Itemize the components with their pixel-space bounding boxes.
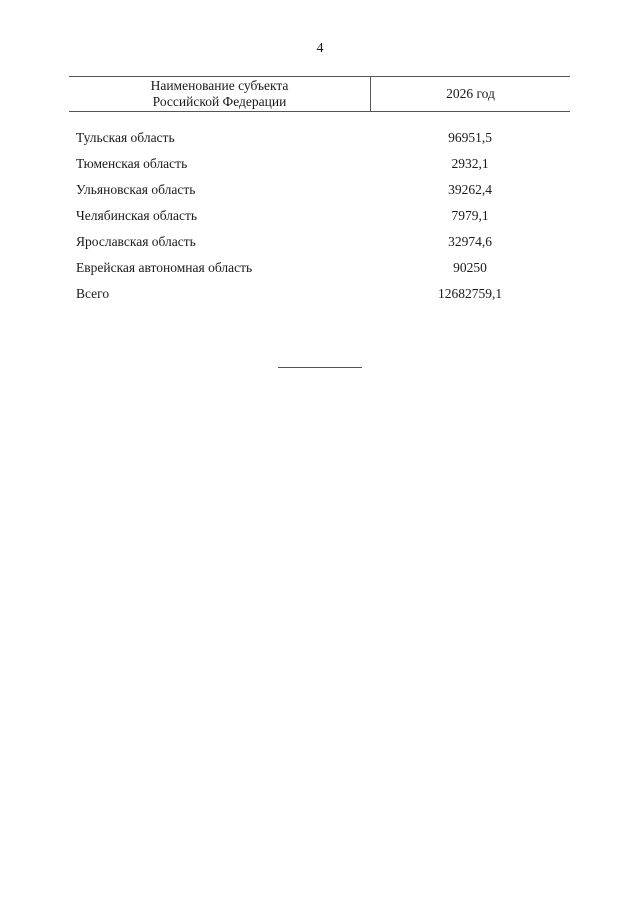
table-row xyxy=(76,259,570,285)
row-region-name: Тюменская область xyxy=(76,156,188,171)
row-value: 39262,4 xyxy=(448,182,492,197)
row-region-name: Еврейская автономная область xyxy=(76,260,253,275)
page-number: 4 xyxy=(316,41,324,56)
row-total-value: 12682759,1 xyxy=(437,286,503,301)
row-region-name: Челябинская область xyxy=(76,208,198,223)
row-region-name: Тульская область xyxy=(76,130,175,145)
row-total-label: Всего xyxy=(76,286,110,301)
row-value: 32974,6 xyxy=(448,234,492,249)
table-row xyxy=(76,129,570,155)
end-of-table-rule xyxy=(278,367,362,368)
row-value: 90250 xyxy=(453,260,487,275)
header-subject-name-line1: Наименование субъекта xyxy=(150,78,289,93)
table-body xyxy=(76,129,570,311)
table-header xyxy=(69,76,570,112)
header-subject-name xyxy=(69,77,371,111)
table-row xyxy=(76,233,570,259)
header-year: 2026 год xyxy=(446,86,495,101)
table-row xyxy=(76,155,570,181)
table-row xyxy=(76,181,570,207)
header-subject-name-line2: Российской Федерации xyxy=(152,94,287,109)
table-row-total xyxy=(76,285,570,311)
row-region-name: Ярославская область xyxy=(76,234,196,249)
row-value: 2932,1 xyxy=(451,156,489,171)
row-value: 96951,5 xyxy=(448,130,492,145)
row-value: 7979,1 xyxy=(451,208,489,223)
table-row xyxy=(76,207,570,233)
row-region-name: Ульяновская область xyxy=(76,182,196,197)
